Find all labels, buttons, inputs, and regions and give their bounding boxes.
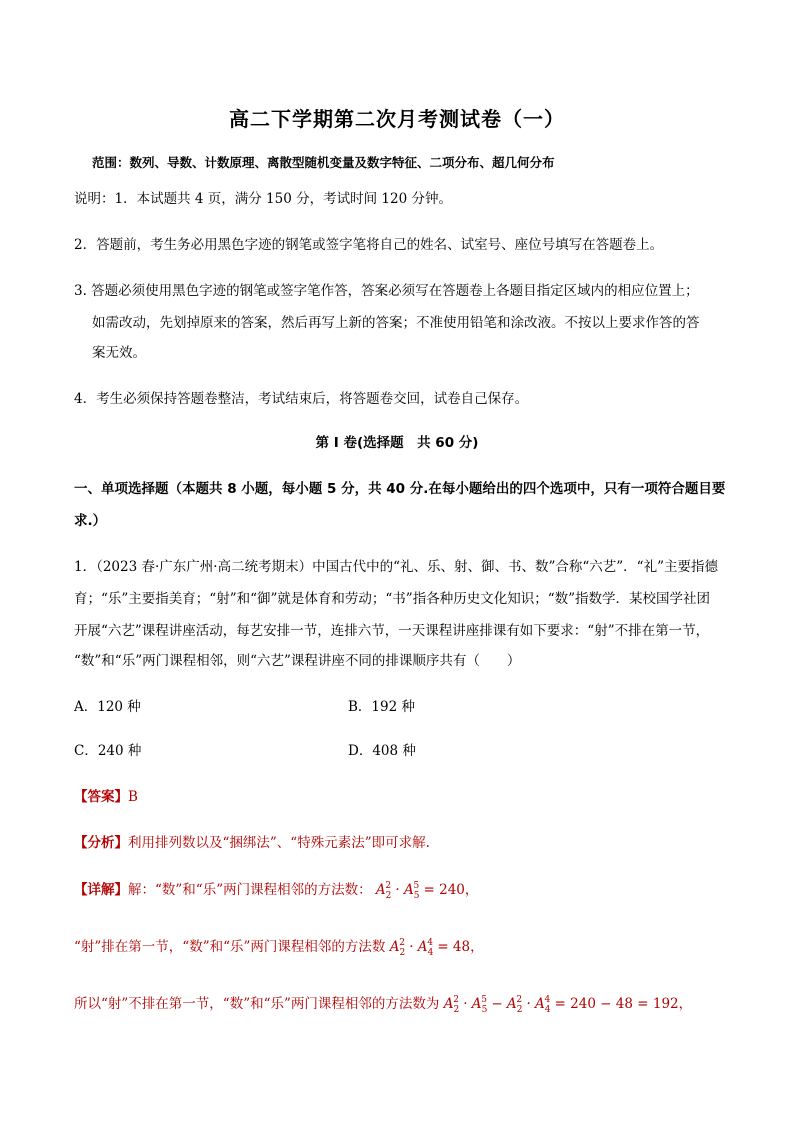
detail-line2-result: = 48， [433,939,484,955]
answer-line [74,787,138,807]
scope-line: 范围：数列、导数、计数原理、离散型随机变量及数字特征、二项分布、超几何分布 [92,155,555,170]
instruction-3a: 3. 答题必须使用黑色字迹的钢笔或签字笔作答，答案必须写在答题卷上各题目指定区域内的相应位置上； [74,283,699,299]
detail-line1 [74,880,478,902]
instruction-3c: 案无效。 [92,345,146,361]
option-a: A．120 种 [74,699,141,715]
page-title: 高二下学期第二次月考测试卷（一） [229,107,565,131]
instruction-4: 4．考生必须保持答题卷整洁，考试结束后，将答题卷交回，试卷自己保存。 [74,391,529,407]
instruction-1: 说明：1．本试题共 4 页，满分 150 分，考试时间 120 分钟。 [74,191,452,207]
answer-value: B [128,789,138,805]
detail-line2-text: “射”排在第一节，“数”和“乐”两门课程相邻的方法数 [74,939,386,955]
detail-tag: 【详解】 [74,882,128,898]
detail-line1-result: = 240， [419,882,479,898]
question1-line2: 育；“乐”主要指美育；“射”和“御”就是体育和劳动；“书”指各种历史文化知识；“数”指数学．某校国学社团 [74,591,711,607]
analysis-tag: 【分析】 [74,835,128,851]
question1-line1: 1．（2023 春·广东广州·高二统考期末）中国古代中的“礼、乐、射、御、书、数”合称“六艺”．“礼”主要指德 [74,559,718,575]
instruction-3b: 如需改动，先划掉原来的答案，然后再写上新的答案；不准使用铅笔和涂改液。不按以上要求作答的答 [92,315,700,331]
detail-line1-text: 解：“数”和“乐”两门课程相邻的方法数： [128,882,372,898]
detail-line3 [74,994,692,1016]
part-heading-line2: 求.） [74,513,107,529]
analysis-text: 利用排列数以及“捆绑法”、“特殊元素法”即可求解. [128,835,430,851]
detail-line3-result: = 240 − 48 = 192， [550,996,693,1012]
option-c: C．240 种 [74,743,142,759]
instruction-2: 2．答题前，考生务必用黑色字迹的钢笔或签字笔将自己的姓名、试室号、座位号填写在答题卷上。 [74,237,664,253]
part-heading-line1: 一、单项选择题（本题共 8 小题，每小题 5 分，共 40 分.在每小题给出的四个选项中，只有一项符合题目要 [74,481,726,497]
analysis-line [74,833,430,853]
section-title: 第 I 卷(选择题 共 60 分) [315,435,479,451]
option-b: B．192 种 [348,699,415,715]
detail-line3-text: 所以“射”不排在第一节，“数”和“乐”两门课程相邻的方法数为 [74,996,440,1012]
answer-tag: 【答案】 [74,789,128,805]
question1-line4: “数”和“乐”两门课程相邻，则“六艺”课程讲座不同的排课顺序共有（ ） [74,653,521,669]
formula-difference: $A_2^2 \cdot A_5^5 - A_2^2 \cdot A_4^4$ [443,995,551,1015]
option-d: D．408 种 [348,743,416,759]
formula-a22-a55: $A_2^2 \cdot A_5^5$ [375,881,420,901]
detail-line2 [74,937,484,959]
formula-a22-a44: $A_2^2 \cdot A_4^4$ [389,938,434,958]
question1-line3: 开展“六艺”课程讲座活动，每艺安排一节，连排六节，一天课程讲座排课有如下要求：“射”不排在第一节， [74,623,710,639]
